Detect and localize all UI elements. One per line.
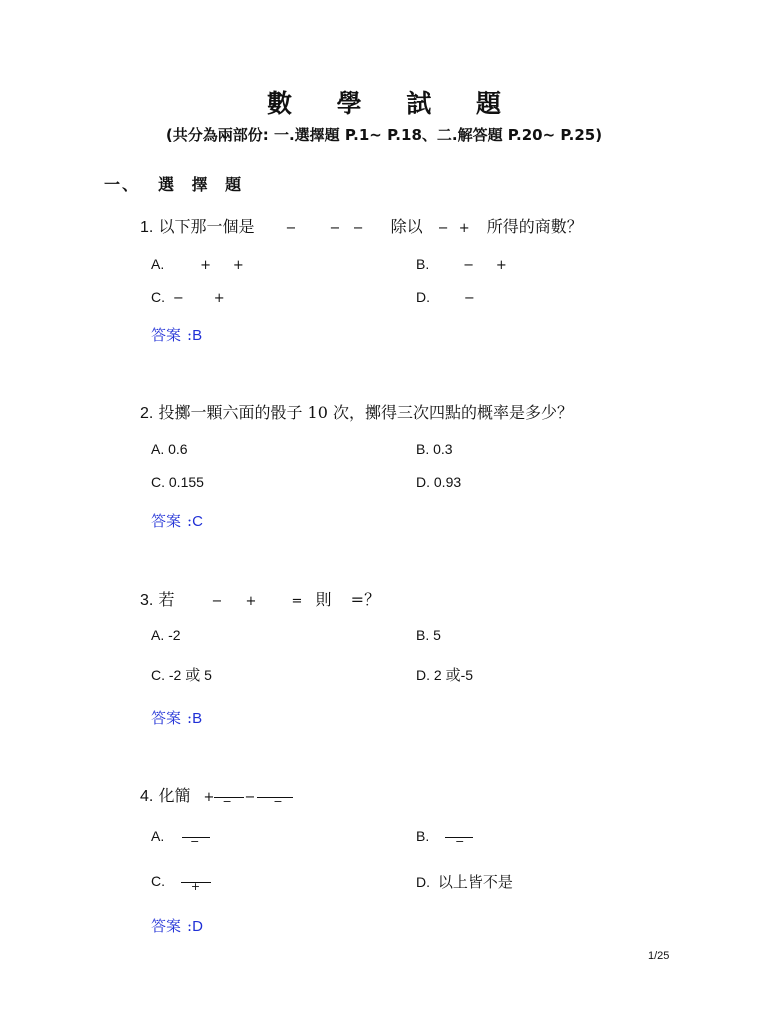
- option-d[interactable]: D. 0.93: [416, 474, 462, 490]
- question-text: 投擲一顆六面的骰子 10 次，擲得三次四點的概率是多少？: [158, 403, 573, 422]
- page-number: 1/25: [648, 950, 670, 962]
- answer-label: 答案: [151, 917, 182, 935]
- option-label: B.: [416, 256, 430, 272]
- section-number: 一、: [104, 175, 141, 194]
- math-expr: +: [495, 258, 507, 273]
- option-a[interactable]: A. 0.6: [151, 441, 188, 457]
- question-text: 化簡: [158, 786, 191, 805]
- answer-value: D: [192, 918, 203, 935]
- question-text: 若: [158, 590, 175, 609]
- question-number: 1.: [140, 219, 154, 236]
- option-d[interactable]: [416, 664, 473, 685]
- math-expr: +: [203, 790, 215, 805]
- fraction: [181, 874, 211, 894]
- option-b[interactable]: [416, 256, 507, 273]
- question-text: 以下那一個是: [158, 217, 255, 236]
- option-a[interactable]: A. -2: [151, 627, 181, 643]
- math-expr: +: [232, 258, 244, 273]
- question-number: 3.: [140, 592, 154, 609]
- option-a[interactable]: [151, 828, 210, 849]
- option-b[interactable]: [416, 828, 473, 849]
- question-1: [140, 214, 583, 237]
- question-4: [140, 783, 293, 806]
- option-label: C.: [151, 873, 165, 889]
- question-2: [140, 400, 573, 423]
- fraction: [445, 829, 473, 849]
- question-number: 2.: [140, 405, 154, 422]
- fraction: [257, 789, 293, 808]
- question-text: 所得的商數？: [486, 217, 583, 236]
- answer-2: [151, 510, 203, 531]
- math-expr: −: [172, 291, 184, 306]
- answer-value: B: [192, 327, 203, 344]
- math-expr: +: [200, 258, 212, 273]
- question-3: [140, 587, 380, 610]
- option-text: C. -2: [151, 667, 182, 683]
- answer-separator: :: [187, 512, 193, 530]
- answer-label: 答案: [151, 326, 182, 344]
- option-text: 或: [445, 666, 461, 684]
- math-expr: −: [244, 790, 256, 805]
- math-expr: −: [463, 258, 475, 273]
- answer-separator: :: [187, 709, 193, 727]
- answer-1: [151, 324, 202, 345]
- option-label: A.: [151, 828, 165, 844]
- section-heading: [104, 172, 247, 195]
- option-text: 以上皆不是: [437, 873, 513, 891]
- fraction-denominator: −: [273, 794, 283, 808]
- math-expr: −: [463, 291, 475, 306]
- fraction: [214, 789, 244, 808]
- page-title: 數 學 試 題: [266, 89, 520, 118]
- math-expr: − −: [329, 221, 364, 236]
- fraction-denominator: −: [455, 835, 465, 849]
- option-label: C.: [151, 289, 165, 305]
- fraction: [182, 829, 210, 849]
- option-c[interactable]: C. 0.155: [151, 474, 204, 490]
- math-expr: =: [291, 594, 303, 609]
- option-d[interactable]: [416, 871, 513, 892]
- fraction-denominator: −: [222, 794, 232, 808]
- option-c[interactable]: [151, 664, 212, 685]
- option-text: 5: [204, 667, 212, 683]
- question-text: =？: [350, 590, 381, 609]
- question-text: 則: [315, 590, 332, 609]
- option-label: D.: [416, 289, 430, 305]
- option-b[interactable]: B. 0.3: [416, 441, 453, 457]
- option-d[interactable]: [416, 289, 475, 306]
- math-expr: −: [211, 594, 223, 609]
- option-label: B.: [416, 828, 430, 844]
- answer-4: [151, 915, 203, 936]
- option-text: -5: [460, 667, 474, 683]
- option-text: 或: [185, 666, 201, 684]
- option-text: D. 2: [416, 667, 442, 683]
- answer-label: 答案: [151, 709, 182, 727]
- option-c[interactable]: [151, 873, 211, 894]
- fraction-denominator: +: [190, 880, 201, 894]
- question-text: 除以: [390, 217, 423, 236]
- answer-separator: :: [187, 917, 193, 935]
- answer-3: [151, 707, 202, 728]
- option-b[interactable]: B. 5: [416, 627, 441, 643]
- math-expr: +: [213, 291, 225, 306]
- answer-separator: :: [187, 326, 193, 344]
- option-a[interactable]: [151, 256, 244, 273]
- math-expr: +: [245, 594, 257, 609]
- answer-value: B: [192, 710, 203, 727]
- option-label: D.: [416, 874, 430, 890]
- fraction-denominator: −: [190, 835, 200, 849]
- answer-value: C: [192, 513, 203, 530]
- answer-label: 答案: [151, 512, 182, 530]
- section-name: 選 擇 題: [158, 175, 248, 194]
- question-number: 4.: [140, 788, 154, 805]
- math-expr: −: [285, 221, 297, 236]
- page-subtitle: (共分為兩部份: 一.選擇題 P.1~ P.18、二.解答題 P.20~ P.25): [165, 126, 603, 144]
- math-expr: − +: [437, 221, 470, 236]
- option-label: A.: [151, 256, 165, 272]
- option-c[interactable]: [151, 289, 225, 306]
